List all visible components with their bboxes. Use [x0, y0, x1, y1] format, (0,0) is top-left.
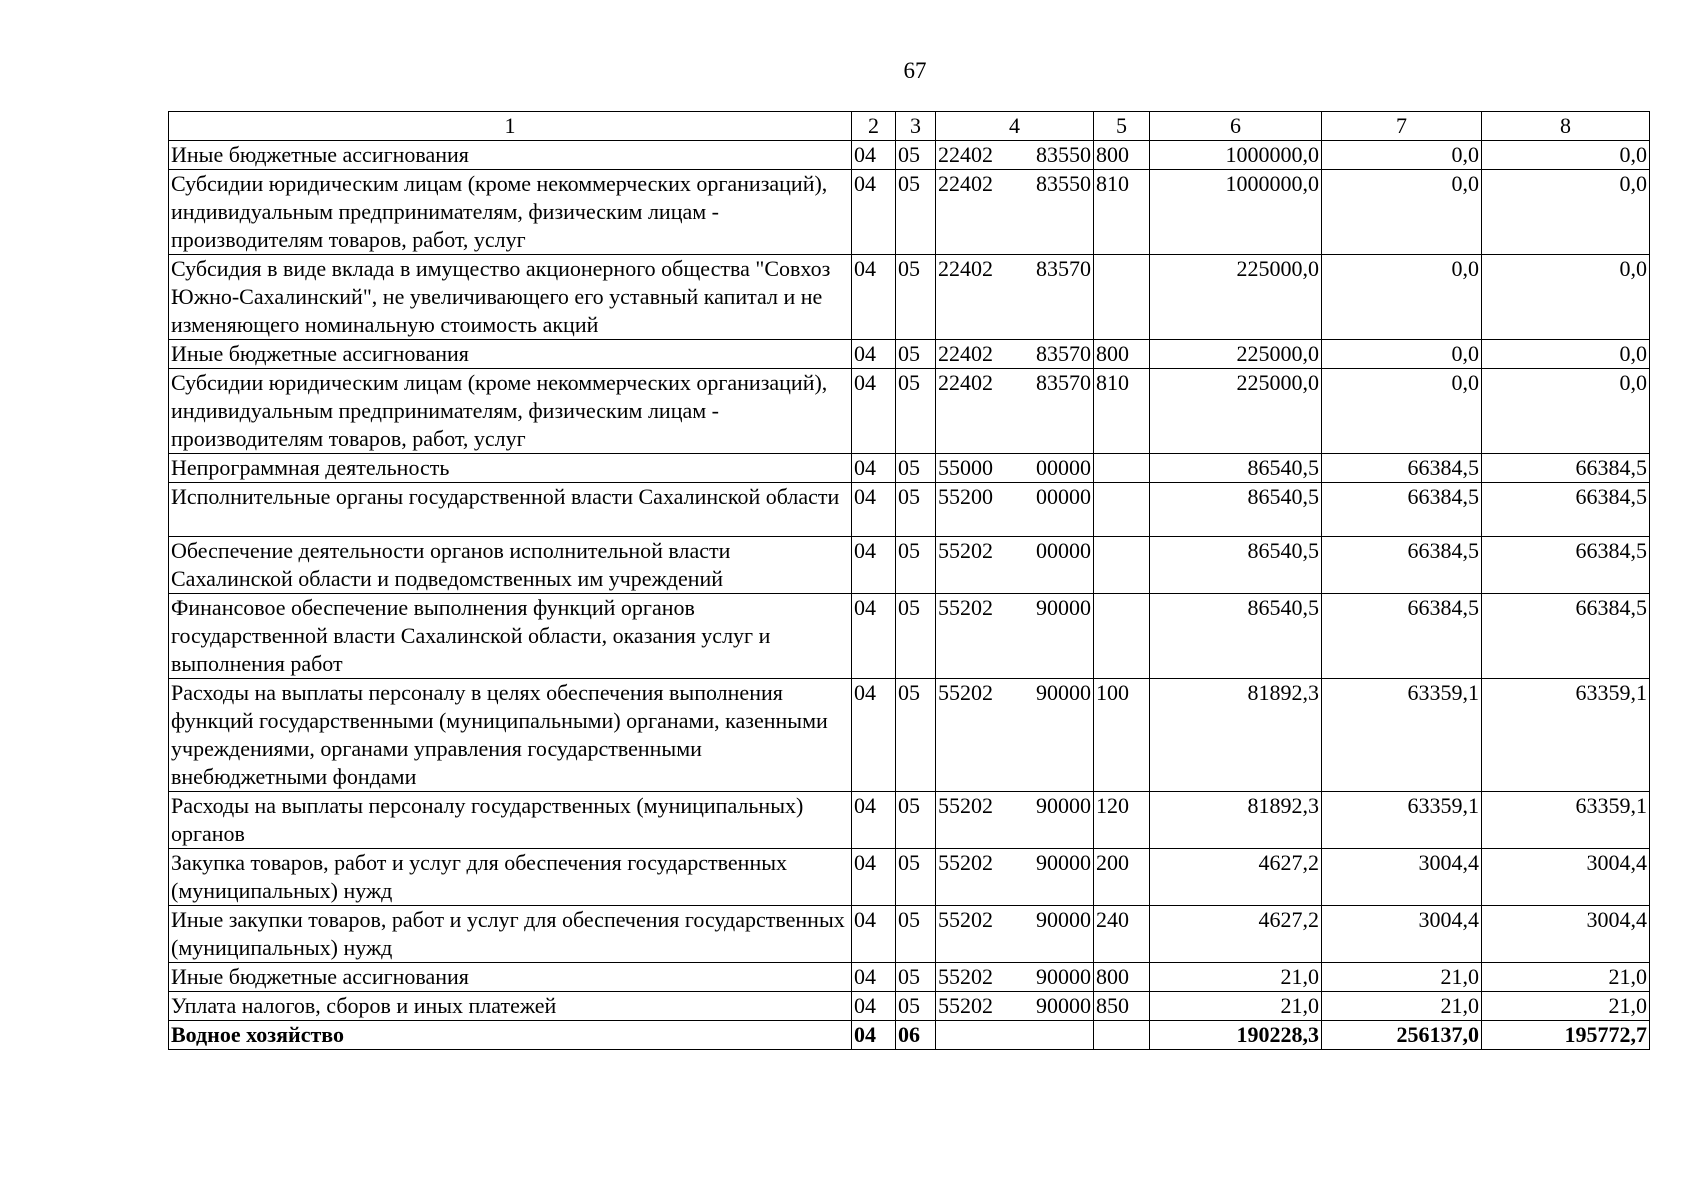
row-name: Иные закупки товаров, работ и услуг для обеспечения государственных (муниципальных) нужд: [169, 906, 852, 963]
row-name: Субсидии юридическим лицам (кроме некоммерческих организаций), индивидуальным предпринимателям, физическим лицам - производителям товаров, работ, услуг: [169, 369, 852, 454]
row-code-4-part-a: 55202: [938, 964, 993, 989]
row-name: Субсидия в виде вклада в имущество акционерного общества "Совхоз Южно-Сахалинский", не увеличивающего его уставный капитал и не изменяющего номинальную стоимость акций: [169, 255, 852, 340]
row-name: Обеспечение деятельности органов исполнительной власти Сахалинской области и подведомственных им учреждений: [169, 537, 852, 594]
row-code-4-part-b: 83570: [1036, 341, 1091, 366]
row-code-4-part-b: 00000: [1036, 484, 1091, 509]
row-code-4-part-a: 22402: [938, 370, 993, 395]
row-value-8: 0,0: [1482, 141, 1650, 170]
row-code-3: 05: [896, 141, 936, 170]
row-code-5: 850: [1094, 992, 1150, 1021]
row-code-3: 05: [896, 170, 936, 255]
row-value-8: 63359,1: [1482, 679, 1650, 792]
row-code-3: 05: [896, 454, 936, 483]
row-code-4: [936, 992, 1094, 1021]
row-name: Расходы на выплаты персоналу государственных (муниципальных) органов: [169, 792, 852, 849]
row-name: Расходы на выплаты персоналу в целях обеспечения выполнения функций государственными (муниципальными) органами, казенными учреждениями, органами управления государственными внебюджетными фондами: [169, 679, 852, 792]
row-code-5: 120: [1094, 792, 1150, 849]
row-code-4-part-b: 90000: [1036, 595, 1091, 620]
row-code-4: [936, 679, 1094, 792]
row-code-4-part-b: 83570: [1036, 256, 1091, 281]
row-code-4: [936, 537, 1094, 594]
row-code-2: 04: [852, 369, 896, 454]
row-value-7: 0,0: [1322, 141, 1482, 170]
row-value-8: 3004,4: [1482, 849, 1650, 906]
row-name: Уплата налогов, сборов и иных платежей: [169, 992, 852, 1021]
row-code-4-part-a: 22402: [938, 171, 993, 196]
row-code-2: 04: [852, 340, 896, 369]
row-code-2: 04: [852, 255, 896, 340]
row-code-5: 800: [1094, 141, 1150, 170]
row-name: Водное хозяйство: [169, 1021, 852, 1050]
row-code-5: 810: [1094, 369, 1150, 454]
header-col-7: 7: [1322, 112, 1482, 141]
row-code-4: [936, 792, 1094, 849]
row-value-7: 66384,5: [1322, 454, 1482, 483]
row-code-3: 05: [896, 369, 936, 454]
row-name: Финансовое обеспечение выполнения функций органов государственной власти Сахалинской области, оказания услуг и выполнения работ: [169, 594, 852, 679]
row-value-7: 66384,5: [1322, 537, 1482, 594]
header-col-2: 2: [852, 112, 896, 141]
row-code-4: [936, 849, 1094, 906]
row-value-8: 66384,5: [1482, 454, 1650, 483]
row-code-4: [936, 906, 1094, 963]
row-code-4-part-a: 55202: [938, 907, 993, 932]
row-code-3: 05: [896, 792, 936, 849]
table-row: [169, 1021, 1650, 1050]
row-code-4-part-b: 83550: [1036, 171, 1091, 196]
header-col-4: 4: [936, 112, 1094, 141]
row-code-3: 05: [896, 679, 936, 792]
row-code-5: 800: [1094, 963, 1150, 992]
row-code-3: 05: [896, 992, 936, 1021]
header-col-6: 6: [1150, 112, 1322, 141]
row-code-2: 04: [852, 454, 896, 483]
row-value-7: 0,0: [1322, 369, 1482, 454]
header-col-1: 1: [169, 112, 852, 141]
row-code-5: 810: [1094, 170, 1150, 255]
page-number: 67: [903, 58, 927, 83]
row-value-8: 0,0: [1482, 340, 1650, 369]
row-value-6: 190228,3: [1150, 1021, 1322, 1050]
row-code-3: 05: [896, 963, 936, 992]
row-code-4-part-a: 22402: [938, 256, 993, 281]
row-code-2: 04: [852, 537, 896, 594]
row-code-4-part-a: 55202: [938, 538, 993, 563]
row-code-5: [1094, 483, 1150, 537]
row-code-4-part-a: 55000: [938, 455, 993, 480]
row-code-4-part-a: 55202: [938, 793, 993, 818]
row-code-4-part-a: 55202: [938, 595, 993, 620]
table-row: [169, 594, 1650, 679]
row-code-5: 100: [1094, 679, 1150, 792]
row-code-4: [936, 963, 1094, 992]
row-value-8: 66384,5: [1482, 537, 1650, 594]
row-code-4-part-b: 90000: [1036, 993, 1091, 1018]
row-code-4-part-b: 83550: [1036, 142, 1091, 167]
row-code-2: 04: [852, 792, 896, 849]
row-value-7: 63359,1: [1322, 679, 1482, 792]
row-value-6: 81892,3: [1150, 792, 1322, 849]
row-value-6: 21,0: [1150, 992, 1322, 1021]
row-value-6: 225000,0: [1150, 369, 1322, 454]
header-row: [169, 112, 1650, 141]
row-code-4-part-a: 55200: [938, 484, 993, 509]
row-code-4: [936, 483, 1094, 537]
row-value-8: 0,0: [1482, 255, 1650, 340]
row-value-6: 1000000,0: [1150, 170, 1322, 255]
table-row: [169, 454, 1650, 483]
row-code-3: 05: [896, 594, 936, 679]
row-value-8: 0,0: [1482, 170, 1650, 255]
table-body: [169, 141, 1650, 1050]
row-code-5: [1094, 594, 1150, 679]
row-code-4: [936, 340, 1094, 369]
row-value-7: 0,0: [1322, 170, 1482, 255]
row-code-3: 05: [896, 340, 936, 369]
row-value-7: 66384,5: [1322, 594, 1482, 679]
row-code-3: 05: [896, 906, 936, 963]
row-code-2: 04: [852, 170, 896, 255]
row-code-4-part-b: 00000: [1036, 538, 1091, 563]
row-code-4-part-a: 22402: [938, 142, 993, 167]
table-row: [169, 369, 1650, 454]
row-code-4: [936, 454, 1094, 483]
row-value-6: 86540,5: [1150, 454, 1322, 483]
row-code-2: 04: [852, 906, 896, 963]
table-row: [169, 537, 1650, 594]
row-code-3: 05: [896, 255, 936, 340]
row-code-3: 05: [896, 849, 936, 906]
row-value-7: 63359,1: [1322, 792, 1482, 849]
row-value-8: 3004,4: [1482, 906, 1650, 963]
row-code-5: 800: [1094, 340, 1150, 369]
table-row: [169, 483, 1650, 537]
row-code-2: 04: [852, 1021, 896, 1050]
row-code-4: [936, 594, 1094, 679]
row-value-6: 21,0: [1150, 963, 1322, 992]
row-value-7: 21,0: [1322, 963, 1482, 992]
row-code-4: [936, 1021, 1094, 1050]
row-code-4: [936, 170, 1094, 255]
row-name: Иные бюджетные ассигнования: [169, 340, 852, 369]
header-col-3: 3: [896, 112, 936, 141]
row-value-7: 256137,0: [1322, 1021, 1482, 1050]
table-row: [169, 963, 1650, 992]
row-code-5: [1094, 255, 1150, 340]
row-code-2: 04: [852, 141, 896, 170]
row-code-5: 200: [1094, 849, 1150, 906]
row-name: Непрограммная деятельность: [169, 454, 852, 483]
row-value-6: 4627,2: [1150, 849, 1322, 906]
row-value-8: 21,0: [1482, 963, 1650, 992]
row-code-4-part-b: 90000: [1036, 793, 1091, 818]
row-value-7: 21,0: [1322, 992, 1482, 1021]
row-value-6: 225000,0: [1150, 340, 1322, 369]
row-code-4-part-b: 90000: [1036, 907, 1091, 932]
row-value-7: 3004,4: [1322, 906, 1482, 963]
table-row: [169, 849, 1650, 906]
budget-table: [168, 111, 1650, 1050]
table-row: [169, 170, 1650, 255]
table-row: [169, 141, 1650, 170]
row-value-6: 81892,3: [1150, 679, 1322, 792]
row-code-4-part-b: 83570: [1036, 370, 1091, 395]
row-value-7: 0,0: [1322, 340, 1482, 369]
row-code-5: 240: [1094, 906, 1150, 963]
row-value-7: 0,0: [1322, 255, 1482, 340]
row-name: Иные бюджетные ассигнования: [169, 963, 852, 992]
row-code-4-part-a: 22402: [938, 341, 993, 366]
row-code-4-part-a: 55202: [938, 993, 993, 1018]
row-value-6: 86540,5: [1150, 483, 1322, 537]
row-value-6: 225000,0: [1150, 255, 1322, 340]
row-code-4-part-a: 55202: [938, 850, 993, 875]
row-code-4: [936, 369, 1094, 454]
row-code-4-part-b: 90000: [1036, 850, 1091, 875]
row-value-7: 66384,5: [1322, 483, 1482, 537]
table-row: [169, 992, 1650, 1021]
row-name: Закупка товаров, работ и услуг для обеспечения государственных (муниципальных) нужд: [169, 849, 852, 906]
row-code-5: [1094, 454, 1150, 483]
row-code-4: [936, 255, 1094, 340]
row-code-3: 06: [896, 1021, 936, 1050]
header-col-5: 5: [1094, 112, 1150, 141]
table-row: [169, 255, 1650, 340]
row-code-3: 05: [896, 537, 936, 594]
row-value-6: 86540,5: [1150, 594, 1322, 679]
row-value-8: 66384,5: [1482, 483, 1650, 537]
row-value-8: 66384,5: [1482, 594, 1650, 679]
row-code-5: [1094, 537, 1150, 594]
row-value-8: 63359,1: [1482, 792, 1650, 849]
row-code-2: 04: [852, 679, 896, 792]
table-row: [169, 792, 1650, 849]
row-name: Субсидии юридическим лицам (кроме некоммерческих организаций), индивидуальным предпринимателям, физическим лицам - производителям товаров, работ, услуг: [169, 170, 852, 255]
row-value-6: 4627,2: [1150, 906, 1322, 963]
row-code-2: 04: [852, 594, 896, 679]
row-code-4-part-b: 90000: [1036, 680, 1091, 705]
header-col-8: 8: [1482, 112, 1650, 141]
row-code-4-part-a: 55202: [938, 680, 993, 705]
table-row: [169, 679, 1650, 792]
table-row: [169, 906, 1650, 963]
row-code-2: 04: [852, 963, 896, 992]
row-value-8: 0,0: [1482, 369, 1650, 454]
row-code-5: [1094, 1021, 1150, 1050]
row-name: Иные бюджетные ассигнования: [169, 141, 852, 170]
row-value-6: 1000000,0: [1150, 141, 1322, 170]
row-code-3: 05: [896, 483, 936, 537]
row-value-6: 86540,5: [1150, 537, 1322, 594]
row-value-8: 195772,7: [1482, 1021, 1650, 1050]
row-code-2: 04: [852, 992, 896, 1021]
row-name: Исполнительные органы государственной власти Сахалинской области: [169, 483, 852, 537]
row-value-7: 3004,4: [1322, 849, 1482, 906]
row-code-4-part-b: 90000: [1036, 964, 1091, 989]
row-value-8: 21,0: [1482, 992, 1650, 1021]
row-code-2: 04: [852, 483, 896, 537]
table-row: [169, 340, 1650, 369]
row-code-2: 04: [852, 849, 896, 906]
row-code-4: [936, 141, 1094, 170]
row-code-4-part-b: 00000: [1036, 455, 1091, 480]
